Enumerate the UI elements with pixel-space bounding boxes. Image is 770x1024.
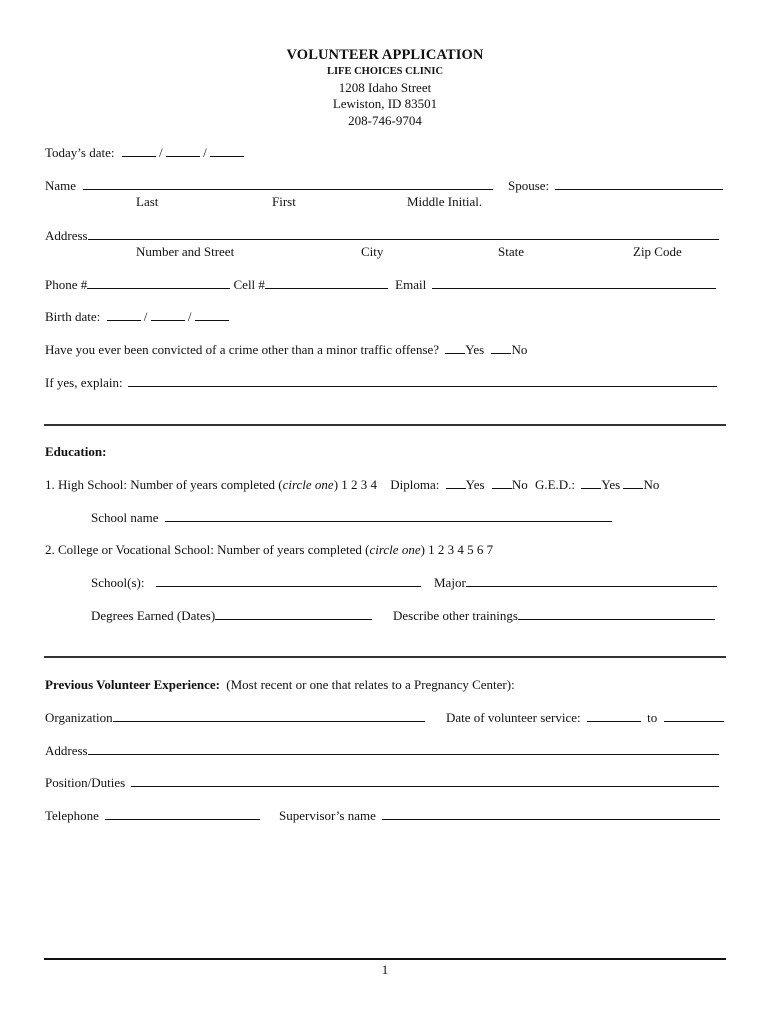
spouse-row [508, 178, 723, 194]
birth-day-field[interactable] [151, 309, 185, 321]
supervisor-field[interactable] [382, 808, 720, 820]
address-sub-street: Number and Street [136, 244, 235, 259]
date-service-row [446, 710, 724, 726]
email-label: Email [395, 277, 427, 292]
organization-row [45, 710, 425, 726]
explain-label: If yes, explain: [45, 375, 123, 390]
todays-date-year-field[interactable] [210, 145, 244, 157]
date-service-to-field[interactable] [664, 710, 724, 722]
trainings-label: Describe other trainings [393, 608, 518, 623]
crime-question-text: Have you ever been convicted of a crime other than a minor traffic offense? [45, 342, 440, 357]
major-row [434, 575, 717, 591]
experience-address-row [45, 743, 719, 759]
form-title: VOLUNTEER APPLICATION [286, 47, 484, 63]
hs-years: ) 1 2 3 4 [333, 477, 378, 492]
email-field[interactable] [432, 277, 716, 289]
ged-yes-field[interactable] [581, 477, 601, 489]
diploma-label: Diploma: [390, 477, 440, 492]
hs-circle-one: circle one [282, 477, 334, 492]
telephone-label: Telephone [45, 808, 99, 823]
college-prefix: 2. College or Vocational School: Number of years completed ( [45, 542, 370, 557]
hs-prefix: 1. High School: Number of years completed ( [45, 477, 283, 492]
major-field[interactable] [466, 575, 717, 587]
crime-no-label: No [511, 342, 528, 357]
name-sub-first: First [272, 194, 296, 209]
crime-yes-label: Yes [465, 342, 485, 357]
school-name-field[interactable] [165, 510, 612, 522]
trainings-field[interactable] [518, 608, 715, 620]
position-field[interactable] [131, 775, 719, 787]
name-label: Name [45, 178, 77, 193]
cell-field[interactable] [265, 277, 388, 289]
high-school-row [45, 477, 659, 493]
telephone-row [45, 808, 260, 824]
diploma-yes-field[interactable] [446, 477, 466, 489]
supervisor-label: Supervisor’s name [279, 808, 376, 823]
diploma-no-field[interactable] [492, 477, 512, 489]
birth-month-field[interactable] [107, 309, 141, 321]
diploma-yes-label: Yes [465, 477, 485, 492]
page-number: 1 [381, 962, 389, 977]
ged-yes-label: Yes [601, 477, 621, 492]
experience-heading: Previous Volunteer Experience: [45, 677, 221, 692]
college-years: ) 1 2 3 4 5 6 7 [420, 542, 494, 557]
phone-label: Phone # [45, 277, 88, 292]
experience-address-label: Address [45, 743, 88, 758]
todays-date-label: Today’s date: [45, 145, 115, 160]
organization-field[interactable] [113, 710, 425, 722]
address-row [45, 228, 719, 244]
experience-heading-note: (Most recent or one that relates to a Pregnancy Center): [226, 677, 515, 692]
college-circle-one: circle one [369, 542, 421, 557]
degrees-row [91, 608, 372, 624]
position-row [45, 775, 719, 791]
phone-row [45, 277, 716, 293]
degrees-label: Degrees Earned (Dates) [91, 608, 216, 623]
name-sub-last: Last [136, 194, 159, 209]
college-row [45, 542, 493, 558]
address-field[interactable] [88, 228, 719, 240]
date-service-from-field[interactable] [587, 710, 641, 722]
address-label: Address [45, 228, 88, 243]
position-label: Position/Duties [45, 775, 126, 790]
experience-address-field[interactable] [88, 743, 719, 755]
school-name-label: School name [91, 510, 159, 525]
diploma-no-label: No [511, 477, 528, 492]
ged-no-field[interactable] [623, 477, 643, 489]
ged-no-label: No [643, 477, 660, 492]
telephone-field[interactable] [105, 808, 260, 820]
phone-field[interactable] [87, 277, 230, 289]
birth-year-field[interactable] [195, 309, 229, 321]
crime-yes-field[interactable] [445, 342, 465, 354]
spouse-label: Spouse: [508, 178, 550, 193]
address-sub-state: State [498, 244, 524, 259]
section-divider-2 [44, 656, 726, 658]
address-sub-city: City [361, 244, 384, 259]
major-label: Major [434, 575, 466, 590]
clinic-street: 1208 Idaho Street [338, 80, 432, 95]
name-row [45, 178, 493, 194]
school-name-row [91, 510, 612, 526]
clinic-name: LIFE CHOICES CLINIC [326, 66, 444, 77]
experience-heading-row [45, 677, 515, 693]
name-sub-middle: Middle Initial. [407, 194, 483, 209]
ged-label: G.E.D.: [534, 477, 576, 492]
education-heading: Education: [45, 444, 107, 459]
schools-label: School(s): [91, 575, 145, 590]
schools-field[interactable] [156, 575, 421, 587]
address-sub-zip: Zip Code [633, 244, 682, 259]
todays-date-row: Today’s date: / / [45, 145, 244, 161]
birth-date-row: Birth date: / / [45, 309, 229, 325]
todays-date-month-field[interactable] [122, 145, 156, 157]
clinic-city-state-zip: Lewiston, ID 83501 [332, 96, 438, 111]
degrees-field[interactable] [215, 608, 372, 620]
organization-label: Organization [45, 710, 113, 725]
schools-row [91, 575, 421, 591]
footer-divider [44, 958, 726, 960]
explain-row [45, 375, 717, 391]
date-service-label: Date of volunteer service: [446, 710, 581, 725]
explain-field[interactable] [128, 375, 717, 387]
spouse-field[interactable] [555, 178, 723, 190]
cell-label: Cell # [233, 277, 265, 292]
birth-date-label: Birth date: [45, 309, 101, 324]
date-service-to-label: to [647, 710, 658, 725]
supervisor-row [279, 808, 720, 824]
crime-question-row [45, 342, 527, 358]
todays-date-day-field[interactable] [166, 145, 200, 157]
crime-no-field[interactable] [491, 342, 511, 354]
name-field[interactable] [83, 178, 493, 190]
trainings-row [393, 608, 715, 624]
clinic-phone: 208-746-9704 [348, 113, 422, 128]
section-divider [44, 424, 726, 426]
